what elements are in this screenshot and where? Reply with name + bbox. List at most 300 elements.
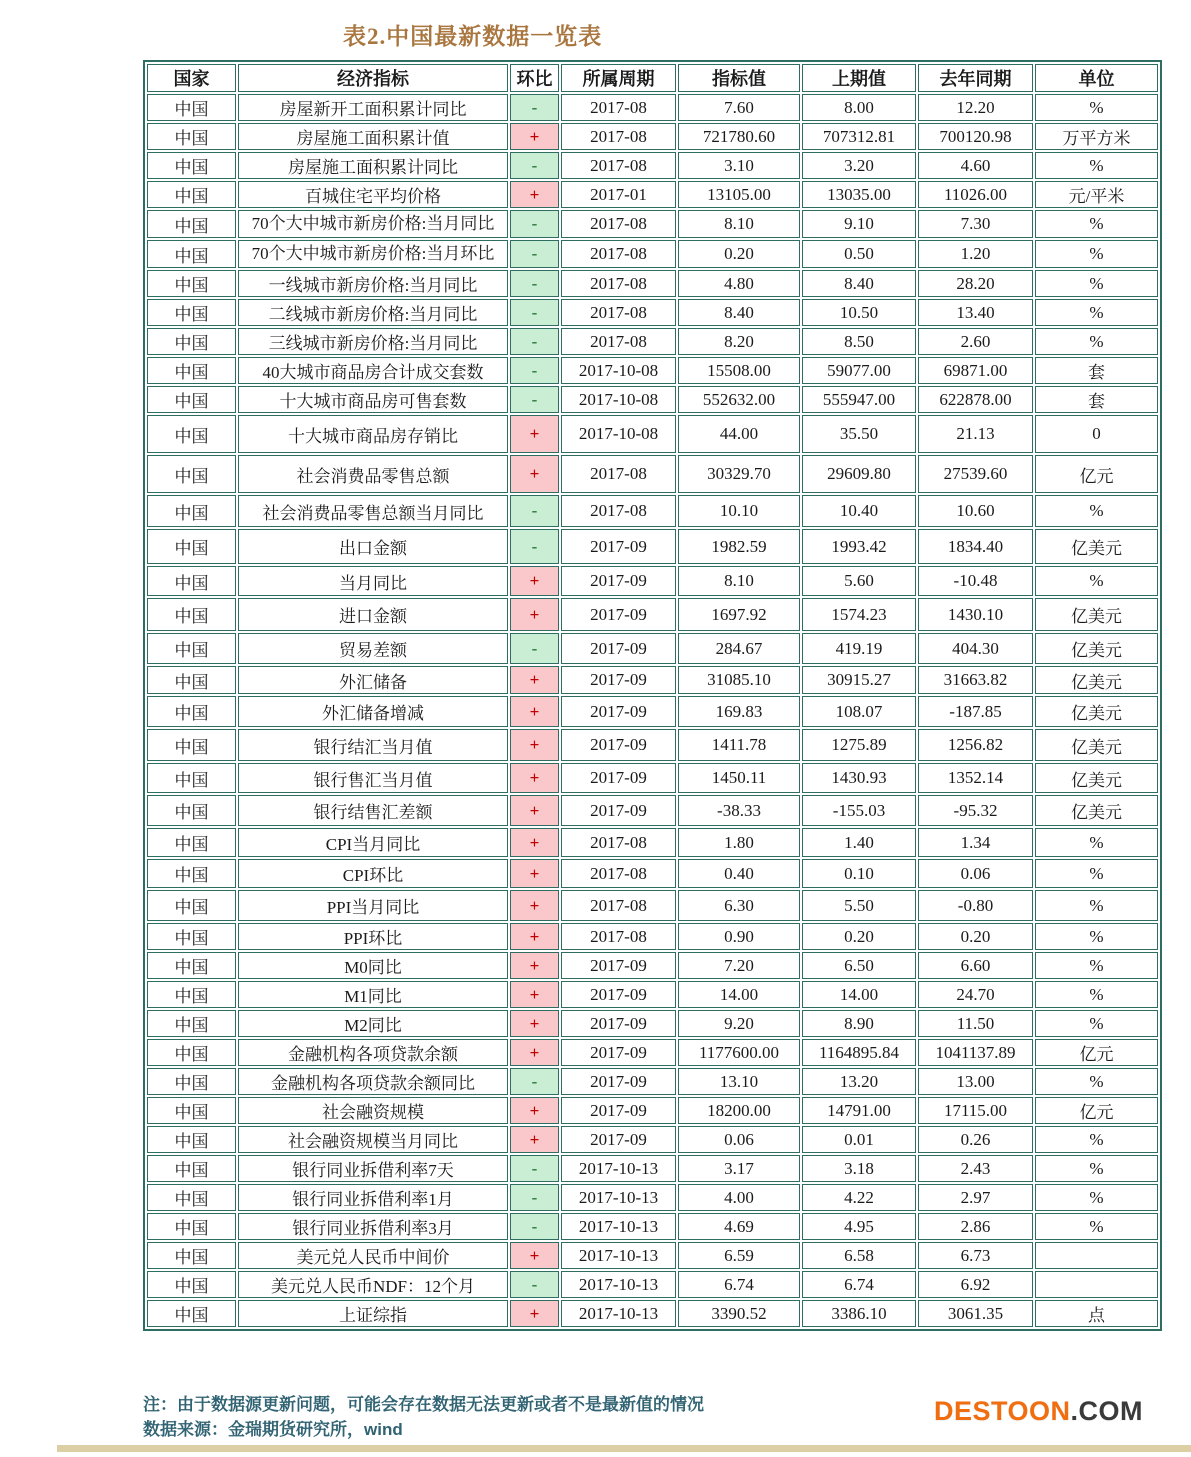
mom-sign-cell: + (510, 455, 559, 493)
country-cell: 中国 (147, 666, 236, 694)
value-cell: 721780.60 (678, 123, 800, 150)
unit-cell: % (1035, 1068, 1158, 1095)
mom-sign-cell: - (510, 633, 559, 664)
col-header-mom-sign: 环比 (510, 64, 559, 92)
prev-value-cell: 6.58 (802, 1242, 916, 1269)
country-cell: 中国 (147, 415, 236, 453)
country-cell: 中国 (147, 795, 236, 826)
unit-cell: % (1035, 1184, 1158, 1211)
value-cell: 284.67 (678, 633, 800, 664)
indicator-cell: 十大城市商品房可售套数 (238, 386, 508, 413)
unit-cell: 亿美元 (1035, 795, 1158, 826)
prev-value-cell: 1275.89 (802, 729, 916, 761)
indicator-cell: 银行售汇当月值 (238, 763, 508, 793)
indicator-cell: 美元兑人民币NDF：12个月 (238, 1271, 508, 1298)
period-cell: 2017-09 (561, 981, 676, 1008)
period-cell: 2017-09 (561, 1039, 676, 1066)
country-cell: 中国 (147, 763, 236, 793)
indicator-cell: 贸易差额 (238, 633, 508, 664)
country-cell: 中国 (147, 1155, 236, 1182)
table-row (147, 1300, 1158, 1327)
mom-sign-cell: - (510, 299, 559, 326)
unit-cell: % (1035, 859, 1158, 888)
prev-value-cell: 3.20 (802, 152, 916, 179)
indicator-cell: 银行结售汇差额 (238, 795, 508, 826)
prev-value-cell: 707312.81 (802, 123, 916, 150)
mom-sign-cell: + (510, 828, 559, 857)
period-cell: 2017-09 (561, 729, 676, 761)
table-row (147, 1097, 1158, 1124)
period-cell: 2017-08 (561, 123, 676, 150)
country-cell: 中国 (147, 1039, 236, 1066)
country-cell: 中国 (147, 890, 236, 921)
last-year-cell: 6.73 (918, 1242, 1033, 1269)
last-year-cell: 13.40 (918, 299, 1033, 326)
country-cell: 中国 (147, 981, 236, 1008)
last-year-cell: 21.13 (918, 415, 1033, 453)
prev-value-cell: 9.10 (802, 210, 916, 238)
indicator-cell: 房屋新开工面积累计同比 (238, 94, 508, 121)
bottom-divider-bar (57, 1445, 1191, 1452)
table-row (147, 94, 1158, 121)
unit-cell: 元/平米 (1035, 181, 1158, 208)
country-cell: 中国 (147, 598, 236, 631)
table-row (147, 1039, 1158, 1066)
country-cell: 中国 (147, 923, 236, 950)
prev-value-cell: 30915.27 (802, 666, 916, 694)
mom-sign-cell: - (510, 1184, 559, 1211)
value-cell: 8.20 (678, 328, 800, 355)
prev-value-cell: 10.50 (802, 299, 916, 326)
period-cell: 2017-10-13 (561, 1271, 676, 1298)
unit-cell: % (1035, 1126, 1158, 1153)
data-source-note: 数据来源：金瑞期货研究所，wind (143, 1420, 403, 1439)
table-row (147, 598, 1158, 631)
mom-sign-cell: - (510, 240, 559, 268)
value-cell: 1982.59 (678, 529, 800, 564)
indicator-cell: 一线城市新房价格:当月同比 (238, 270, 508, 297)
country-cell: 中国 (147, 1184, 236, 1211)
table-row (147, 210, 1158, 238)
unit-cell: 亿美元 (1035, 763, 1158, 793)
indicator-cell: 40大城市商品房合计成交套数 (238, 357, 508, 384)
table-row (147, 795, 1158, 826)
value-cell: 1411.78 (678, 729, 800, 761)
table-row (147, 566, 1158, 596)
last-year-cell: 0.26 (918, 1126, 1033, 1153)
prev-value-cell: 13035.00 (802, 181, 916, 208)
mom-sign-cell: - (510, 1271, 559, 1298)
logo-text-suffix: .COM (1070, 1396, 1143, 1426)
unit-cell: % (1035, 495, 1158, 527)
prev-value-cell: 1574.23 (802, 598, 916, 631)
value-cell: 8.10 (678, 210, 800, 238)
unit-cell: % (1035, 328, 1158, 355)
country-cell: 中国 (147, 455, 236, 493)
indicator-cell: CPI当月同比 (238, 828, 508, 857)
last-year-cell: 69871.00 (918, 357, 1033, 384)
value-cell: 0.06 (678, 1126, 800, 1153)
unit-cell: 点 (1035, 1300, 1158, 1327)
last-year-cell: 7.30 (918, 210, 1033, 238)
prev-value-cell: 5.50 (802, 890, 916, 921)
last-year-cell: 11.50 (918, 1010, 1033, 1037)
mom-sign-cell: + (510, 1010, 559, 1037)
indicator-cell: 银行同业拆借利率3月 (238, 1213, 508, 1240)
last-year-cell: 3061.35 (918, 1300, 1033, 1327)
period-cell: 2017-09 (561, 1068, 676, 1095)
mom-sign-cell: + (510, 890, 559, 921)
unit-cell: 亿美元 (1035, 529, 1158, 564)
indicator-cell: PPI环比 (238, 923, 508, 950)
last-year-cell: -0.80 (918, 890, 1033, 921)
mom-sign-cell: - (510, 495, 559, 527)
period-cell: 2017-10-13 (561, 1213, 676, 1240)
last-year-cell: 6.92 (918, 1271, 1033, 1298)
unit-cell: 套 (1035, 386, 1158, 413)
indicator-cell: 当月同比 (238, 566, 508, 596)
unit-cell: 亿元 (1035, 1039, 1158, 1066)
period-cell: 2017-09 (561, 598, 676, 631)
unit-cell: 套 (1035, 357, 1158, 384)
last-year-cell: 0.20 (918, 923, 1033, 950)
prev-value-cell: 10.40 (802, 495, 916, 527)
table-row (147, 952, 1158, 979)
last-year-cell: 13.00 (918, 1068, 1033, 1095)
unit-cell: % (1035, 270, 1158, 297)
prev-value-cell: 5.60 (802, 566, 916, 596)
prev-value-cell: 555947.00 (802, 386, 916, 413)
prev-value-cell: 8.00 (802, 94, 916, 121)
mom-sign-cell: + (510, 123, 559, 150)
unit-cell: 亿美元 (1035, 729, 1158, 761)
prev-value-cell: 14791.00 (802, 1097, 916, 1124)
value-cell: 9.20 (678, 1010, 800, 1037)
country-cell: 中国 (147, 1097, 236, 1124)
table-row (147, 763, 1158, 793)
period-cell: 2017-10-08 (561, 386, 676, 413)
unit-cell: % (1035, 94, 1158, 121)
mom-sign-cell: - (510, 94, 559, 121)
period-cell: 2017-09 (561, 529, 676, 564)
last-year-cell: 27539.60 (918, 455, 1033, 493)
last-year-cell: 700120.98 (918, 123, 1033, 150)
prev-value-cell: 6.74 (802, 1271, 916, 1298)
mom-sign-cell: - (510, 1068, 559, 1095)
value-cell: 7.20 (678, 952, 800, 979)
value-cell: -38.33 (678, 795, 800, 826)
indicator-cell: PPI当月同比 (238, 890, 508, 921)
mom-sign-cell: - (510, 1213, 559, 1240)
prev-value-cell: 0.20 (802, 923, 916, 950)
table-row (147, 981, 1158, 1008)
col-header-last-year: 去年同期 (918, 64, 1033, 92)
value-cell: 1177600.00 (678, 1039, 800, 1066)
unit-cell: 亿元 (1035, 1097, 1158, 1124)
mom-sign-cell: + (510, 981, 559, 1008)
last-year-cell: 1256.82 (918, 729, 1033, 761)
prev-value-cell: -155.03 (802, 795, 916, 826)
last-year-cell: -95.32 (918, 795, 1033, 826)
indicator-cell: 百城住宅平均价格 (238, 181, 508, 208)
last-year-cell: 10.60 (918, 495, 1033, 527)
period-cell: 2017-08 (561, 328, 676, 355)
value-cell: 3.10 (678, 152, 800, 179)
table-row (147, 181, 1158, 208)
table-row (147, 299, 1158, 326)
table-row (147, 386, 1158, 413)
table-row (147, 495, 1158, 527)
value-cell: 1450.11 (678, 763, 800, 793)
unit-cell: 亿美元 (1035, 598, 1158, 631)
last-year-cell: 28.20 (918, 270, 1033, 297)
indicator-cell: 银行同业拆借利率7天 (238, 1155, 508, 1182)
unit-cell: % (1035, 952, 1158, 979)
last-year-cell: 0.06 (918, 859, 1033, 888)
unit-cell: % (1035, 981, 1158, 1008)
value-cell: 0.40 (678, 859, 800, 888)
country-cell: 中国 (147, 386, 236, 413)
last-year-cell: 404.30 (918, 633, 1033, 664)
prev-value-cell: 1430.93 (802, 763, 916, 793)
country-cell: 中国 (147, 1126, 236, 1153)
unit-cell: 亿美元 (1035, 696, 1158, 727)
mom-sign-cell: - (510, 270, 559, 297)
period-cell: 2017-10-08 (561, 415, 676, 453)
value-cell: 552632.00 (678, 386, 800, 413)
value-cell: 4.80 (678, 270, 800, 297)
unit-cell: 亿美元 (1035, 633, 1158, 664)
value-cell: 4.69 (678, 1213, 800, 1240)
prev-value-cell: 35.50 (802, 415, 916, 453)
country-cell: 中国 (147, 859, 236, 888)
period-cell: 2017-08 (561, 210, 676, 238)
unit-cell: 0 (1035, 415, 1158, 453)
country-cell: 中国 (147, 1271, 236, 1298)
table-row (147, 1184, 1158, 1211)
country-cell: 中国 (147, 529, 236, 564)
period-cell: 2017-10-13 (561, 1242, 676, 1269)
footnote: 注：由于数据源更新问题，可能会存在数据无法更新或者不是最新值的情况 (143, 1395, 704, 1414)
country-cell: 中国 (147, 299, 236, 326)
unit-cell: 亿美元 (1035, 666, 1158, 694)
table-row (147, 152, 1158, 179)
unit-cell: 亿元 (1035, 455, 1158, 493)
country-cell: 中国 (147, 357, 236, 384)
prev-value-cell: 1164895.84 (802, 1039, 916, 1066)
period-cell: 2017-08 (561, 240, 676, 268)
indicator-cell: M2同比 (238, 1010, 508, 1037)
table-row (147, 666, 1158, 694)
prev-value-cell: 3.18 (802, 1155, 916, 1182)
period-cell: 2017-09 (561, 666, 676, 694)
unit-cell: % (1035, 890, 1158, 921)
country-cell: 中国 (147, 210, 236, 238)
mom-sign-cell: + (510, 415, 559, 453)
period-cell: 2017-10-08 (561, 357, 676, 384)
period-cell: 2017-08 (561, 859, 676, 888)
country-cell: 中国 (147, 1242, 236, 1269)
mom-sign-cell: - (510, 386, 559, 413)
mom-sign-cell: - (510, 210, 559, 238)
mom-sign-cell: - (510, 1155, 559, 1182)
indicator-cell: CPI环比 (238, 859, 508, 888)
table-row (147, 696, 1158, 727)
indicator-cell: 社会消费品零售总额当月同比 (238, 495, 508, 527)
table-row (147, 1155, 1158, 1182)
indicator-cell: 二线城市新房价格:当月同比 (238, 299, 508, 326)
mom-sign-cell: + (510, 666, 559, 694)
prev-value-cell: 4.22 (802, 1184, 916, 1211)
unit-cell (1035, 1271, 1158, 1298)
last-year-cell: 1041137.89 (918, 1039, 1033, 1066)
period-cell: 2017-01 (561, 181, 676, 208)
last-year-cell: 31663.82 (918, 666, 1033, 694)
period-cell: 2017-08 (561, 94, 676, 121)
country-cell: 中国 (147, 123, 236, 150)
indicator-cell: 70个大中城市新房价格:当月同比 (238, 210, 508, 238)
mom-sign-cell: + (510, 696, 559, 727)
period-cell: 2017-10-13 (561, 1155, 676, 1182)
period-cell: 2017-09 (561, 1097, 676, 1124)
table-row (147, 415, 1158, 453)
mom-sign-cell: + (510, 1097, 559, 1124)
last-year-cell: 17115.00 (918, 1097, 1033, 1124)
last-year-cell: 11026.00 (918, 181, 1033, 208)
value-cell: 169.83 (678, 696, 800, 727)
country-cell: 中国 (147, 729, 236, 761)
prev-value-cell: 8.40 (802, 270, 916, 297)
table-row (147, 923, 1158, 950)
prev-value-cell: 13.20 (802, 1068, 916, 1095)
value-cell: 13105.00 (678, 181, 800, 208)
unit-cell: % (1035, 1213, 1158, 1240)
value-cell: 10.10 (678, 495, 800, 527)
col-header-value: 指标值 (678, 64, 800, 92)
mom-sign-cell: + (510, 181, 559, 208)
indicator-cell: 银行同业拆借利率1月 (238, 1184, 508, 1211)
period-cell: 2017-08 (561, 299, 676, 326)
value-cell: 0.20 (678, 240, 800, 268)
period-cell: 2017-10-13 (561, 1184, 676, 1211)
destoon-logo (934, 1396, 1143, 1427)
period-cell: 2017-10-13 (561, 1300, 676, 1327)
last-year-cell: 6.60 (918, 952, 1033, 979)
value-cell: 18200.00 (678, 1097, 800, 1124)
country-cell: 中国 (147, 328, 236, 355)
period-cell: 2017-09 (561, 763, 676, 793)
indicator-cell: 社会消费品零售总额 (238, 455, 508, 493)
table-row (147, 328, 1158, 355)
prev-value-cell: 29609.80 (802, 455, 916, 493)
prev-value-cell: 4.95 (802, 1213, 916, 1240)
unit-cell: % (1035, 566, 1158, 596)
mom-sign-cell: - (510, 152, 559, 179)
mom-sign-cell: + (510, 729, 559, 761)
unit-cell: % (1035, 299, 1158, 326)
value-cell: 6.30 (678, 890, 800, 921)
mom-sign-cell: + (510, 859, 559, 888)
prev-value-cell: 0.01 (802, 1126, 916, 1153)
last-year-cell: 1352.14 (918, 763, 1033, 793)
indicator-cell: 出口金额 (238, 529, 508, 564)
col-header-period: 所属周期 (561, 64, 676, 92)
table-row (147, 1126, 1158, 1153)
indicator-cell: 上证综指 (238, 1300, 508, 1327)
country-cell: 中国 (147, 566, 236, 596)
prev-value-cell: 0.10 (802, 859, 916, 888)
mom-sign-cell: - (510, 328, 559, 355)
indicator-cell: 房屋施工面积累计值 (238, 123, 508, 150)
table-row (147, 240, 1158, 268)
last-year-cell: 2.97 (918, 1184, 1033, 1211)
china-data-table (143, 60, 1162, 1331)
prev-value-cell: 14.00 (802, 981, 916, 1008)
value-cell: 1697.92 (678, 598, 800, 631)
mom-sign-cell: + (510, 1126, 559, 1153)
country-cell: 中国 (147, 828, 236, 857)
last-year-cell: 2.86 (918, 1213, 1033, 1240)
period-cell: 2017-08 (561, 828, 676, 857)
table-row (147, 633, 1158, 664)
unit-cell: % (1035, 1010, 1158, 1037)
col-header-prev-value: 上期值 (802, 64, 916, 92)
table-row (147, 123, 1158, 150)
indicator-cell: M0同比 (238, 952, 508, 979)
table-header-row (147, 64, 1158, 92)
value-cell: 14.00 (678, 981, 800, 1008)
country-cell: 中国 (147, 1010, 236, 1037)
table-row (147, 828, 1158, 857)
country-cell: 中国 (147, 495, 236, 527)
last-year-cell: 1834.40 (918, 529, 1033, 564)
table-row (147, 270, 1158, 297)
indicator-cell: 金融机构各项贷款余额同比 (238, 1068, 508, 1095)
mom-sign-cell: + (510, 1300, 559, 1327)
mom-sign-cell: - (510, 357, 559, 384)
last-year-cell: -10.48 (918, 566, 1033, 596)
period-cell: 2017-08 (561, 923, 676, 950)
table-row (147, 890, 1158, 921)
country-cell: 中国 (147, 952, 236, 979)
period-cell: 2017-08 (561, 152, 676, 179)
prev-value-cell: 0.50 (802, 240, 916, 268)
country-cell: 中国 (147, 94, 236, 121)
indicator-cell: 美元兑人民币中间价 (238, 1242, 508, 1269)
last-year-cell: 1.34 (918, 828, 1033, 857)
indicator-cell: 房屋施工面积累计同比 (238, 152, 508, 179)
mom-sign-cell: + (510, 566, 559, 596)
value-cell: 0.90 (678, 923, 800, 950)
table-row (147, 357, 1158, 384)
last-year-cell: 24.70 (918, 981, 1033, 1008)
unit-cell: 万平方米 (1035, 123, 1158, 150)
value-cell: 31085.10 (678, 666, 800, 694)
table-row (147, 1271, 1158, 1298)
logo-text-primary: DESTOON (933, 1396, 1071, 1426)
country-cell: 中国 (147, 1068, 236, 1095)
table-row (147, 729, 1158, 761)
country-cell: 中国 (147, 240, 236, 268)
table-body (147, 94, 1158, 1327)
period-cell: 2017-09 (561, 795, 676, 826)
col-header-unit: 单位 (1035, 64, 1158, 92)
last-year-cell: 1430.10 (918, 598, 1033, 631)
mom-sign-cell: + (510, 795, 559, 826)
value-cell: 44.00 (678, 415, 800, 453)
col-header-indicator: 经济指标 (238, 64, 508, 92)
mom-sign-cell: - (510, 529, 559, 564)
